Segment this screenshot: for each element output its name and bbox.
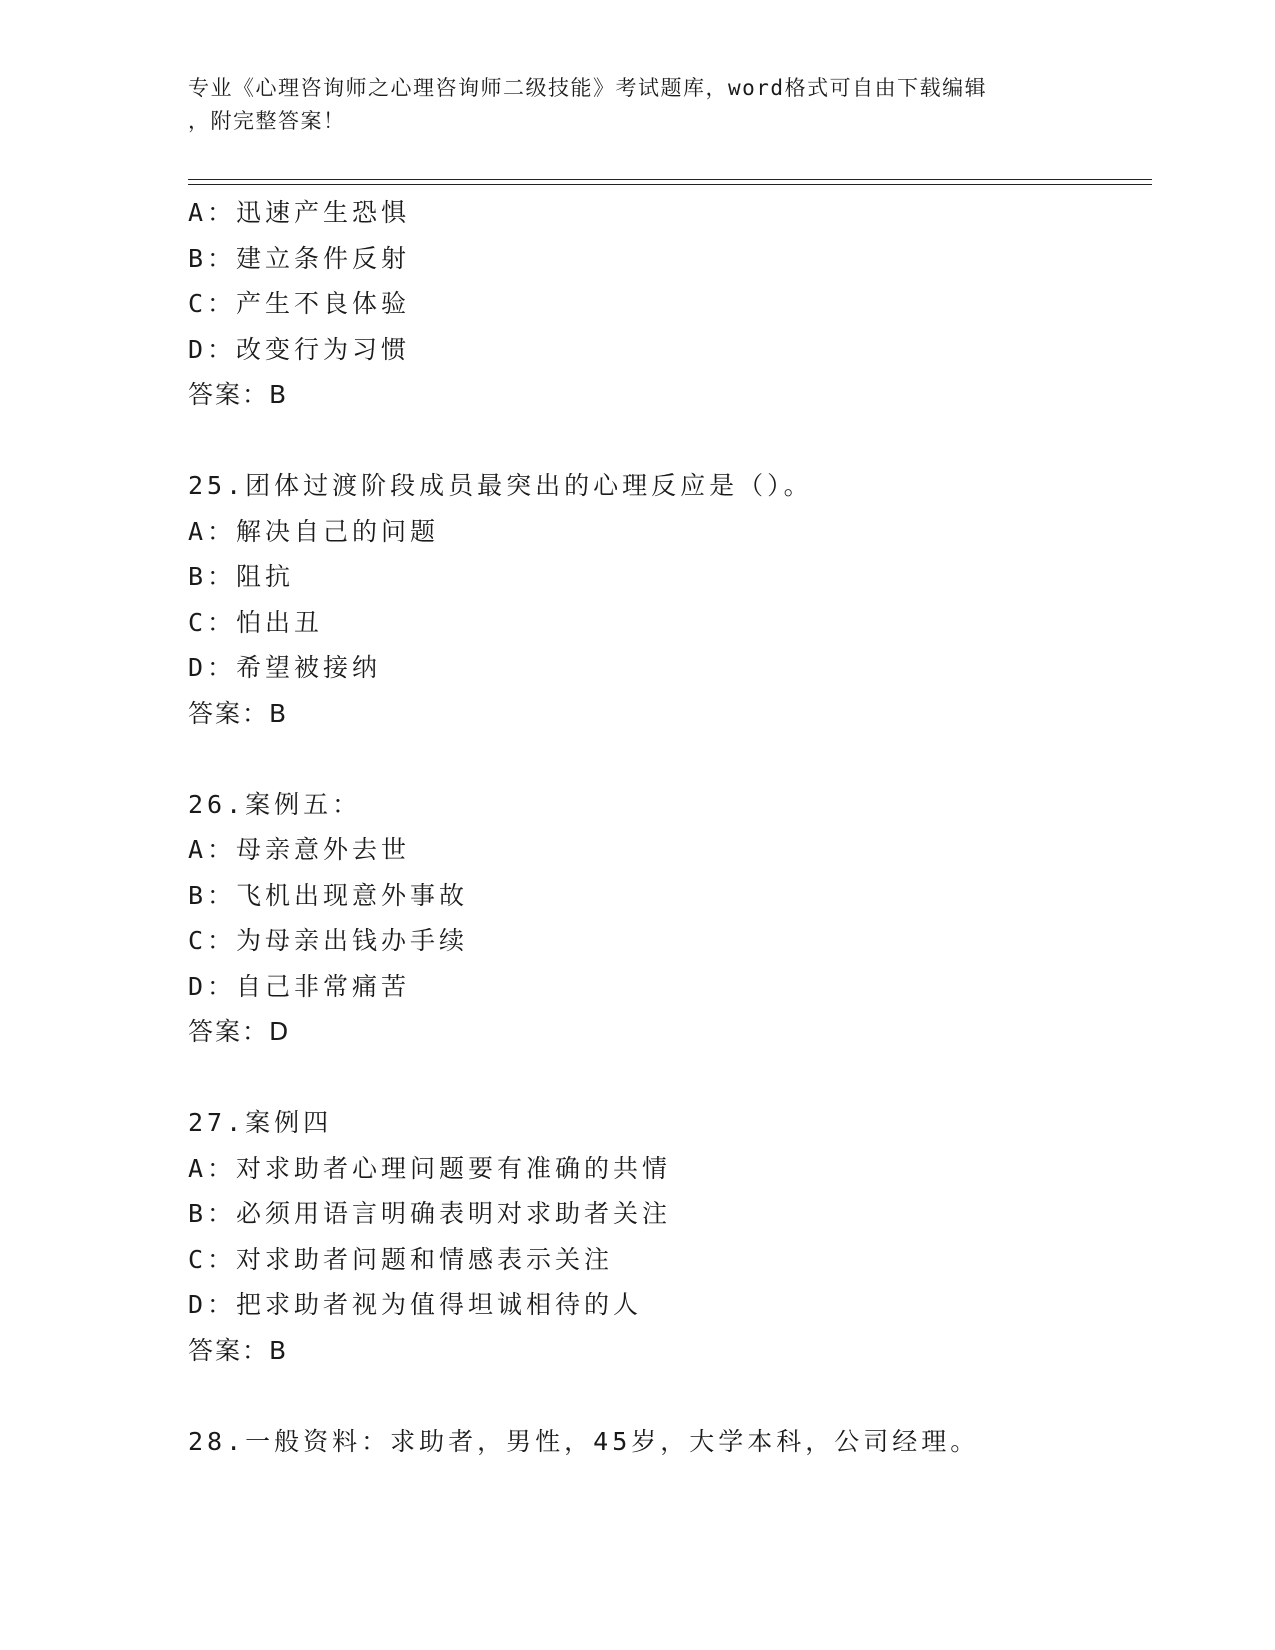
question-list: [188, 190, 1148, 1464]
option-a: A：对求助者心理问题要有准确的共情: [188, 1153, 672, 1183]
header-divider-bottom: [188, 184, 1152, 185]
spacer: [188, 418, 1148, 464]
spacer: [188, 1373, 1148, 1419]
question-stem: 27.案例四: [188, 1108, 333, 1137]
option-d: D：把求助者视为值得坦诚相待的人: [188, 1290, 643, 1319]
question-25: [188, 463, 1148, 736]
answer: 答案：B: [188, 698, 289, 728]
answer: 答案：B: [188, 1335, 289, 1365]
option-c: C：对求助者问题和情感表示关注: [188, 1244, 614, 1274]
option-a: A：母亲意外去世: [188, 835, 411, 864]
question-24-continued: [188, 190, 1148, 418]
document-header: [188, 72, 1068, 138]
option-a: A：迅速产生恐惧: [188, 198, 411, 227]
option-d: D：改变行为习惯: [188, 334, 411, 364]
spacer: [188, 736, 1148, 782]
option-b: B：飞机出现意外事故: [188, 880, 469, 910]
option-a: A：解决自己的问题: [188, 516, 440, 546]
option-c: C：产生不良体验: [188, 289, 411, 318]
answer: 答案：D: [188, 1017, 291, 1046]
option-d: D：自己非常痛苦: [188, 971, 411, 1001]
question-28: [188, 1419, 1148, 1465]
question-27: [188, 1100, 1148, 1373]
header-line-1: 专业《心理咨询师之心理咨询师二级技能》考试题库，word格式可自由下载编辑: [188, 76, 988, 100]
question-26: [188, 782, 1148, 1055]
question-stem: 25.团体过渡阶段成员最突出的心理反应是（）。: [188, 471, 813, 500]
option-d: D：希望被接纳: [188, 653, 382, 682]
spacer: [188, 1055, 1148, 1101]
header-line-2: ，附完整答案！: [188, 109, 346, 133]
question-stem: 28.一般资料：求助者，男性，45岁，大学本科，公司经理。: [188, 1426, 980, 1456]
answer: 答案：B: [188, 380, 289, 409]
option-b: B：建立条件反射: [188, 243, 411, 273]
header-divider-top: [188, 179, 1152, 180]
option-b: B：必须用语言明确表明对求助者关注: [188, 1199, 672, 1228]
option-c: C：怕出丑: [188, 607, 324, 637]
question-stem: 26.案例五：: [188, 789, 362, 819]
option-b: B：阻抗: [188, 562, 295, 591]
option-c: C：为母亲出钱办手续: [188, 926, 469, 955]
